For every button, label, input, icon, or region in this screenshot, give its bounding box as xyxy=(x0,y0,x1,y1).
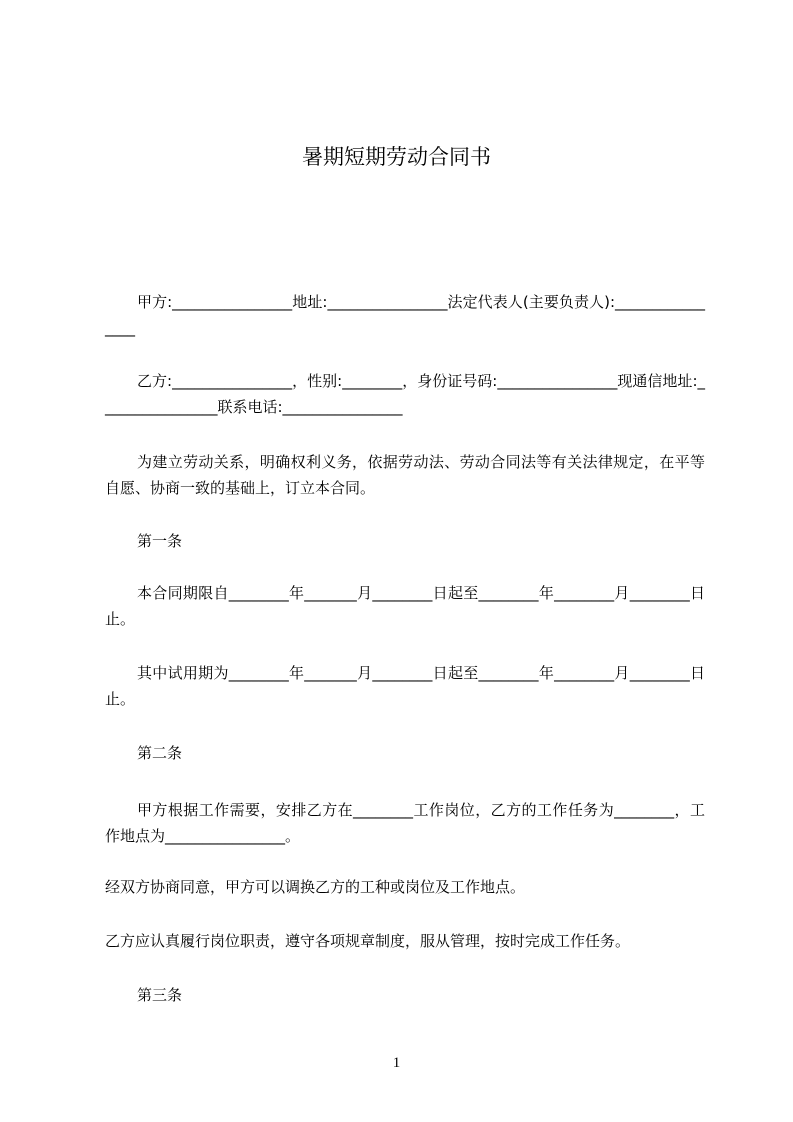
article-3-heading: 第三条 xyxy=(137,986,183,1004)
job-assignment-paragraph: 甲方根据工作需要，安排乙方在________工作岗位，乙方的工作任务为________，工作地点为________________。 xyxy=(105,801,705,845)
job-adjustment-paragraph: 经双方协商同意，甲方可以调换乙方的工种或岗位及工作地点。 xyxy=(105,878,526,896)
article-1-heading: 第一条 xyxy=(137,532,183,550)
party-a-paragraph: 甲方:________________地址:________________法定代表人(主要负责人):________________ xyxy=(105,293,705,337)
page-number: 1 xyxy=(392,1055,401,1071)
contract-term-paragraph: 本合同期限自________年_______月________日起至________年________月________日止。 xyxy=(105,584,705,628)
party-b-paragraph: 乙方:________________，性别:________，身份证号码:________________现通信地址:________________联系电话:________________ xyxy=(105,372,705,416)
duties-paragraph: 乙方应认真履行岗位职责，遵守各项规章制度，服从管理，按时完成工作任务。 xyxy=(105,932,631,950)
article-2-heading: 第二条 xyxy=(137,744,183,762)
preamble-paragraph: 为建立劳动关系，明确权利义务，依据劳动法、劳动合同法等有关法律规定，在平等自愿、协商一致的基础上，订立本合同。 xyxy=(105,453,705,497)
document-title: 暑期短期劳动合同书 xyxy=(302,145,491,169)
probation-term-paragraph: 其中试用期为________年_______月________日起至________年________月________日止。 xyxy=(105,664,705,708)
